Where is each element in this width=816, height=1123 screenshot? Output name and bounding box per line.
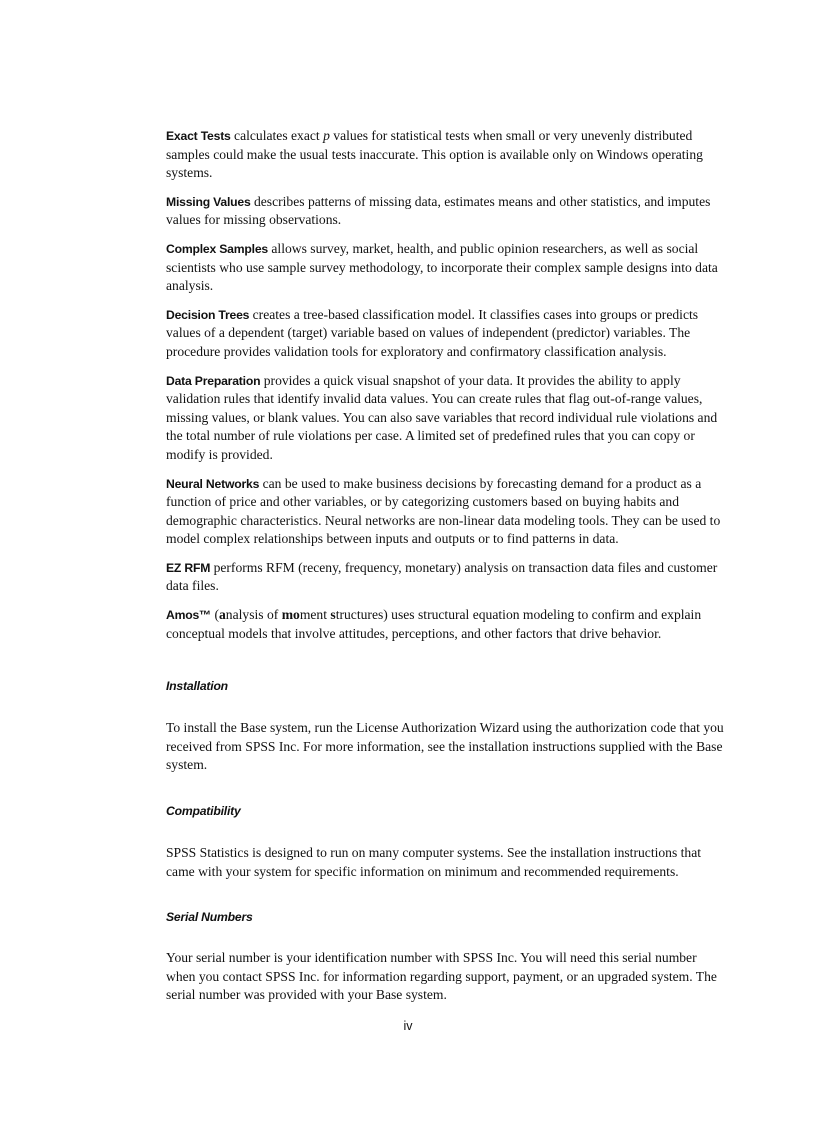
complex-samples-text: allows survey, market, health, and public opinion researchers, as well as social scientists who use sample survey methodology, to incorporate their complex sample designs into data analysis. [166,240,718,294]
amos-bold-2: mo [281,607,300,623]
complex-samples-term: Complex Samples [166,241,268,256]
exact-tests-term: Exact Tests [166,129,231,143]
page-body [166,127,726,1003]
decision-trees-text: creates a tree-based classification model. It classifies cases into groups or predicts values of a dependent (target) variable based on values of independent (predictor) variables. The procedure provides validation tools for exploratory and confirmatory classification analysis. [166,306,699,359]
ez-rfm-paragraph [166,559,726,596]
amos-paragraph [166,606,726,643]
serial-numbers-paragraph: Your serial number is your identification number with SPSS Inc. You will need this serial number when you contact SPSS Inc. for information regarding support, payment, or an upgraded system. The serial number was provided with your Base system. [166,950,717,1003]
amos-text-4: tructures) uses structural equation modeling to confirm and explain conceptual models that involve attitudes, perceptions, and other factors that drive behavior. [166,607,702,641]
serial-numbers-heading: Serial Numbers [166,910,253,924]
exact-tests-text-1: calculates exact [230,128,324,143]
compatibility-heading: Compatibility [166,804,241,818]
ez-rfm-text: performs RFM (receny, frequency, monetary) analysis on transaction data files and customer data files. [166,559,718,594]
missing-values-text: describes patterns of missing data, estimates means and other statistics, and imputes values for missing observations. [166,193,711,228]
complex-samples-paragraph [166,240,726,296]
neural-networks-term: Neural Networks [166,476,260,491]
amos-bold-3: s [330,607,336,623]
amos-text-2: nalysis of [225,607,282,623]
amos-term: Amos™ [166,608,212,623]
compatibility-paragraph: SPSS Statistics is designed to run on many computer systems. See the installation instructions that came with your system for specific information on minimum and recommended requirements. [166,845,702,879]
amos-bold-1: a [219,607,226,623]
exact-tests-paragraph [166,127,726,183]
neural-networks-text: can be used to make business decisions by forecasting demand for a product as a function of price and other variables, or by categorizing customers based on buying habits and demographic characteristics. Neural networks are non-linear data modeling tools. They can be used to model complex relationships between inputs and outputs or to find patterns in data. [166,475,721,547]
installation-heading: Installation [166,679,228,693]
amos-text-3: ment [299,607,331,623]
decision-trees-paragraph [166,306,726,362]
data-preparation-paragraph [166,372,726,465]
missing-values-paragraph [166,193,726,230]
page-number: iv [403,1019,413,1033]
neural-networks-paragraph [166,475,726,549]
exact-tests-text-2: values for statistical tests when small or very unevenly distributed samples could make the usual tests inaccurate. This option is available only on Windows operating systems. [166,128,703,181]
missing-values-term: Missing Values [166,194,251,209]
data-preparation-term: Data Preparation [166,373,261,388]
exact-tests-p: p [323,128,330,143]
data-preparation-text: provides a quick visual snapshot of your data. It provides the ability to apply validation rules that identify invalid data values. You can create rules that flag out-of-range values, missing values, or blank values. You can also save variables that record individual rule violations and the total number of rule violations per case. A limited set of predefined rules that you can copy or modify is provided. [166,372,718,462]
ez-rfm-term: EZ RFM [166,560,211,575]
decision-trees-term: Decision Trees [166,307,250,322]
amos-text-1: ( [211,607,219,623]
installation-paragraph: To install the Base system, run the License Authorization Wizard using the authorization code that you received from SPSS Inc. For more information, see the installation instructions supplied with the Base system. [166,720,724,773]
